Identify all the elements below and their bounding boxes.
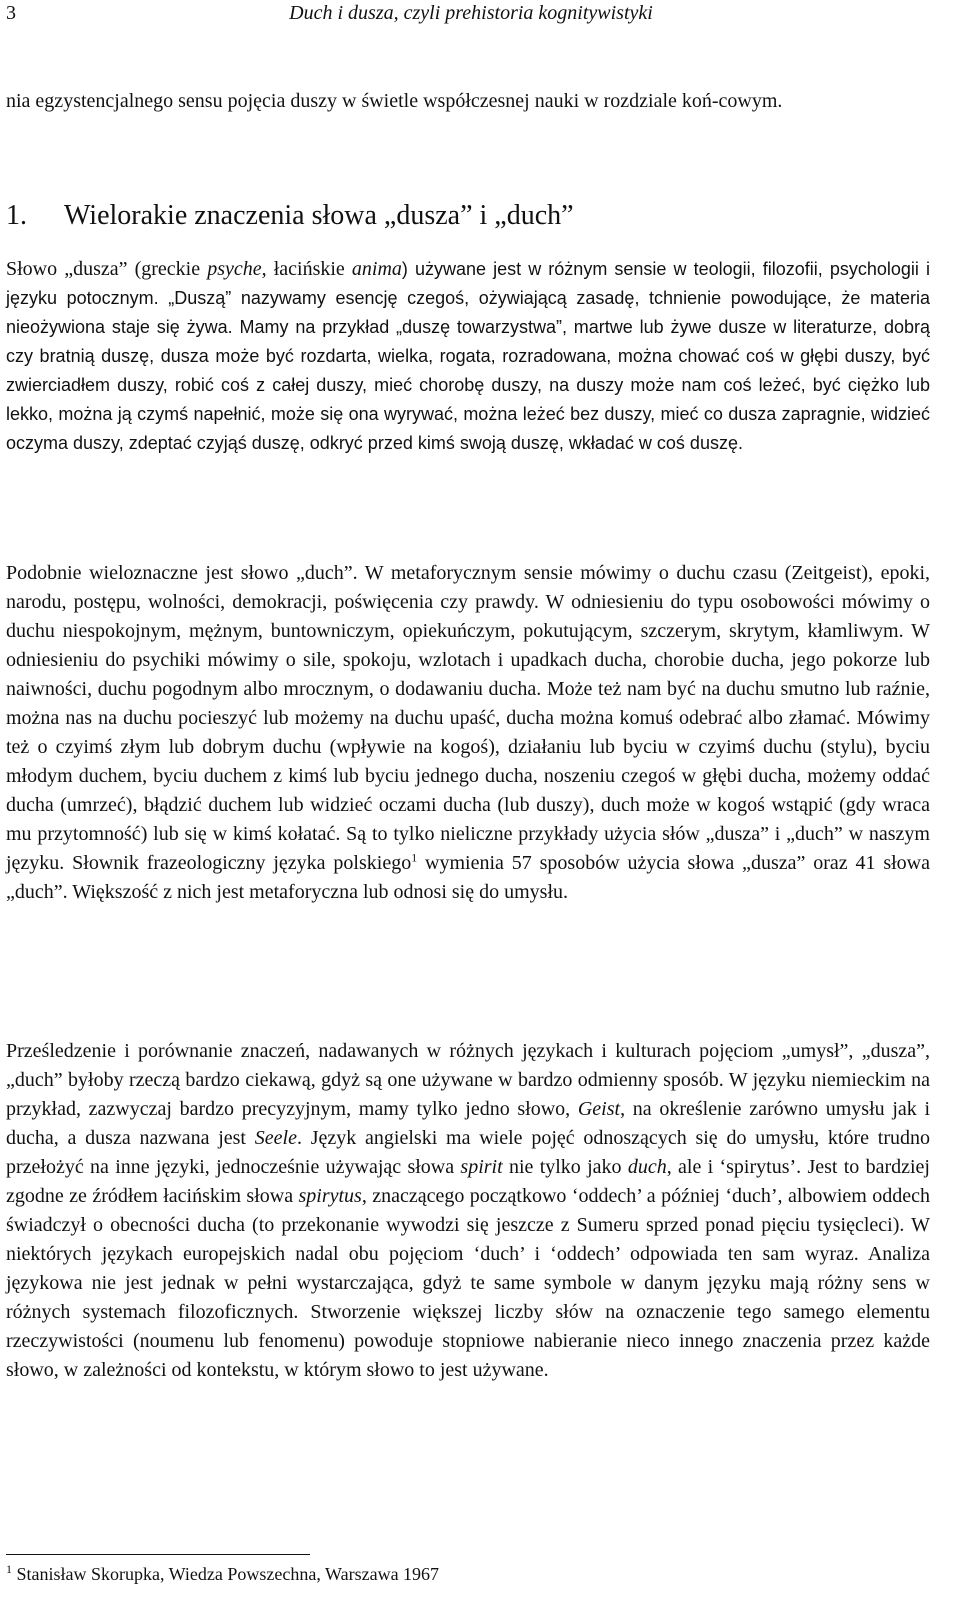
running-head: [6, 0, 936, 26]
term-duch: duch: [627, 1156, 667, 1178]
paragraph-duch: [6, 559, 930, 907]
footnote-reference[interactable]: 1: [411, 850, 418, 865]
footnote-divider: [6, 1554, 310, 1555]
footnote: [6, 1562, 930, 1586]
term-seele: Seele: [254, 1127, 297, 1149]
paragraph-comparison-part2: , na określenie zarówno umysłu jak i ducha, a dusza nazwana jest: [6, 1098, 930, 1149]
paragraph-duch-text-after: wymienia 57 sposobów użycia słowa „dusza” oraz 41 słowa „duch”. Większość z nich jest metaforyczna lub odnosi się do umysłu.: [6, 852, 930, 903]
paragraph-dusza: [6, 255, 930, 458]
footnote-text: Stanisław Skorupka, Wiedza Powszechna, Warszawa 1967: [12, 1564, 440, 1584]
paragraph-comparison-part5: , ale i ‘spirytus’. Jest to bardziej zgodne ze źródłem łacińskim słowa: [6, 1156, 930, 1207]
section-number: 1.: [6, 200, 27, 231]
paragraph-comparison-part3: . Język angielski ma wiele pojęć odnoszących się do umysłu, które trudno przełożyć na inne języki, jednocześnie używając słowa: [6, 1127, 930, 1178]
intro-paragraph: [6, 87, 930, 116]
footnote-marker: 1: [6, 1562, 12, 1576]
section-heading: [6, 198, 930, 234]
term-anima: anima: [351, 258, 402, 280]
paragraph-comparison-part6: , znaczącego początkowo ‘oddech’ a później ‘duch’, albowiem oddech świadczył o obecności ducha (to przekonanie wywodzi się jeszcze z Sumeru sprzed ponad pięciu tysięcleci). W niektórych językach europejskich nadal obu pojęciom ‘duch’ i ‘oddech’ odpowiada ten sam wyraz. Analiza językowa nie jest jednak w pełni wystarczająca, gdyż te same symbole w danym języku mają różny sens w różnych systemach filozoficznych. Stworzenie większej liczby słów na oznaczenie tego samego elementu rzeczywistości (noumenu lub fenomenu) powoduje stopniowe nabieranie nieco innego znaczenia przez każde słowo, w zależności od kontekstu, w którym słowo to jest używane.: [6, 1185, 930, 1381]
page-number: 3: [6, 2, 16, 24]
paragraph-dusza-part4: Mamy na przykład „duszę towarzystwa”, martwe lub żywe dusze w literaturze, dobrą czy bratnią duszę, dusza może być rozdarta, wielka, rogata, rozradowana, można chować coś w głębi duszy, być zwierciadłem duszy, robić coś z całej duszy, mieć chorobę duszy, na duszy może nam coś leżeć, być ciężko lub lekko, można ją czymś napełnić, może się ona wyrywać, można leżeć bez duszy, mieć co dusza zapragnie, widzieć oczyma duszy, zdeptać czyjąś duszę, odkryć przed kimś swoją duszę, wkładać w coś duszę.: [6, 317, 930, 453]
term-geist: Geist: [577, 1098, 621, 1120]
paragraph-dusza-part3: ) używane jest w różnym sensie w teologii, filozofii, psychologii i języku potocznym. „Duszą” nazywamy esencję czegoś, ożywiającą zasadę, tchnienie powodujące, że materia nieożywiona staje się żywa.: [6, 259, 930, 337]
paragraph-comparison-part4: nie tylko jako: [502, 1156, 628, 1178]
intro-text: nia egzystencjalnego sensu pojęcia duszy w świetle współczesnej nauki w rozdziale koń-cowym.: [6, 90, 783, 112]
term-spirit: spirit: [460, 1156, 503, 1178]
paragraph-duch-text: Podobnie wieloznaczne jest słowo „duch”. W metaforycznym sensie mówimy o duchu czasu (Zeitgeist), epoki, narodu, postępu, wolności, demokracji, poświęcenia czy prawdy. W odniesieniu do typu osobowości mówimy o duchu niespokojnym, mężnym, buntowniczym, opiekuńczym, pokutującym, szczerym, skrytym, kłamliwym. W odniesieniu do psychiki mówimy o sile, spokoju, wzlotach i upadkach ducha, chorobie ducha, jego pokorze lub naiwności, duchu pogodnym albo mrocznym, o dodawaniu ducha. Może też nam być na duchu smutno lub raźnie, można nas na duchu pocieszyć lub możemy na duchu upaść, ducha można komuś odebrać albo złamać. Mówimy też o czyimś złym lub dobrym duchu (wpływie na kogoś), działaniu lub byciu w czyimś duchu (stylu), byciu młodym duchem, byciu duchem z kimś lub byciu jednego ducha, noszeniu czegoś w głębi ducha, możemy oddać ducha (umrzeć), błądzić duchem lub widzieć oczami ducha (lub duszy), duch może w kogoś wstąpić (gdy wraca mu przytomność) lub się w kimś kołatać. Są to tylko nieliczne przykłady użycia słów „dusza” i „duch” w naszym języku. Słownik frazeologiczny języka polskiego: [6, 562, 930, 874]
section-title: Wielorakie znaczenia słowa „dusza” i „duch”: [64, 200, 574, 231]
paragraph-dusza-part1: Słowo „dusza” (greckie: [6, 258, 208, 280]
term-spirytus: spirytus: [298, 1185, 362, 1207]
term-psyche: psyche: [207, 258, 262, 280]
paragraph-comparison-part1: Prześledzenie i porównanie znaczeń, nadawanych w różnych językach i kulturach pojęciom „umysł”, „dusza”, „duch” byłoby rzeczą bardzo ciekawą, gdyż są one używane w bardzo odmienny sposób. W języku niemieckim na przykład, zazwyczaj bardzo precyzyjnym, mamy tylko jedno słowo,: [6, 1040, 930, 1120]
paragraph-dusza-part2: , łacińskie: [261, 258, 352, 280]
running-title: Duch i dusza, czyli prehistoria kognitywistyki: [289, 2, 653, 24]
paragraph-comparison: [6, 1037, 930, 1385]
